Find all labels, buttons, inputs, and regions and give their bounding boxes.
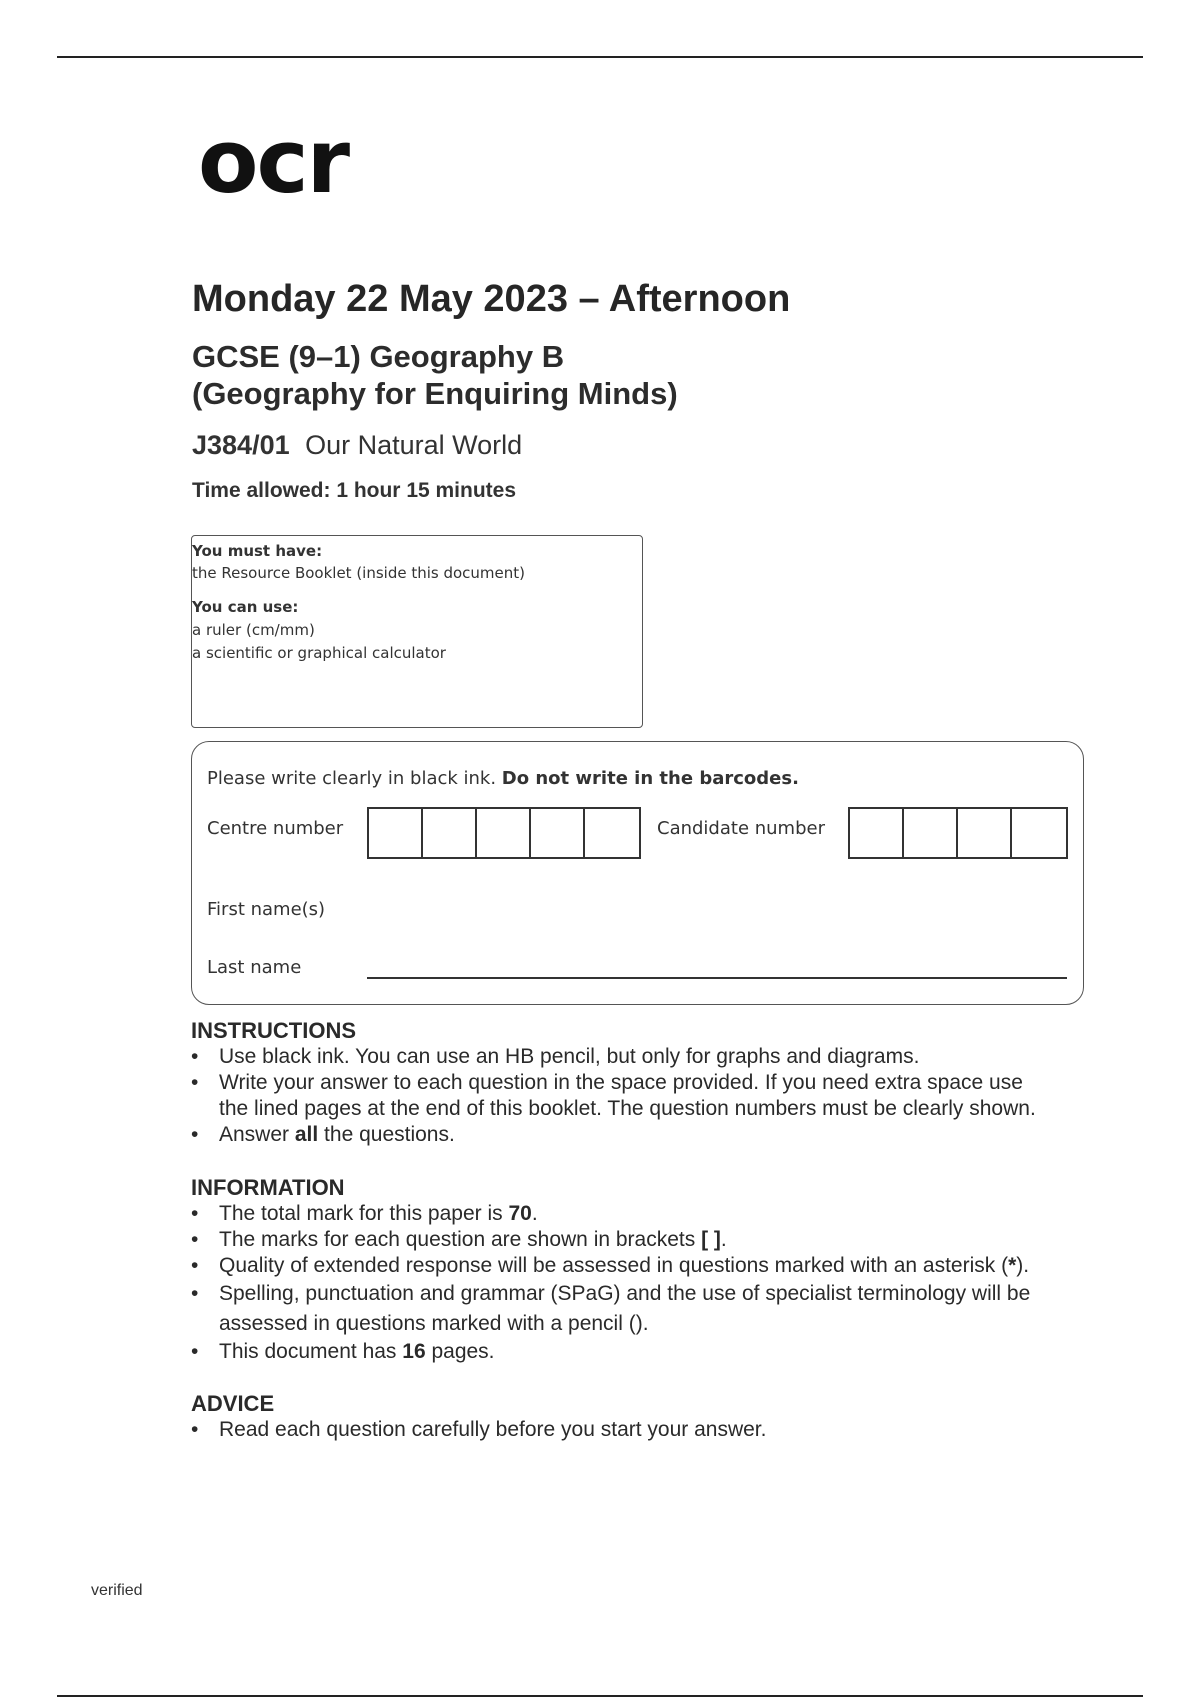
- subject-line-1: GCSE (9–1) Geography B: [192, 339, 565, 374]
- exam-subject: [192, 338, 678, 412]
- instructions-section: [191, 1018, 1036, 1148]
- component-title: Our Natural World: [305, 430, 523, 460]
- top-rule: [57, 56, 1143, 58]
- centre-number-boxes: [367, 807, 641, 859]
- instruction-text: the questions.: [318, 1123, 455, 1146]
- ocr-logo: ocr: [198, 110, 349, 213]
- candidate-number-cell[interactable]: [1012, 809, 1066, 857]
- information-text: Spelling, punctuation and grammar (SPaG) and the use of specialist terminology will be: [219, 1282, 1031, 1305]
- intro-bold: Do not write in the barcodes.: [501, 768, 799, 789]
- time-allowed: Time allowed: 1 hour 15 minutes: [192, 479, 517, 502]
- centre-number-cell[interactable]: [531, 809, 585, 857]
- must-have-item: the Resource Booklet (inside this document): [192, 564, 526, 582]
- must-have-heading: You must have:: [192, 542, 323, 560]
- information-bold: [ ]: [701, 1228, 721, 1251]
- information-text: Quality of extended response will be assessed in questions marked with an asterisk (: [219, 1254, 1009, 1277]
- information-text: .: [531, 1202, 538, 1225]
- must-have-group: [192, 540, 525, 584]
- can-use-item: a scientific or graphical calculator: [192, 644, 446, 662]
- equipment-box: [191, 535, 643, 728]
- component-heading: [192, 430, 522, 461]
- information-text: The total mark for this paper is: [219, 1202, 509, 1225]
- information-item: [191, 1201, 1030, 1227]
- information-text: The marks for each question are shown in brackets: [219, 1228, 702, 1251]
- advice-item: • Read each question carefully before you start your answer.: [191, 1417, 766, 1443]
- can-use-heading: You can use:: [192, 598, 299, 616]
- candidate-intro: [207, 768, 799, 789]
- instruction-item: [191, 1122, 1036, 1148]
- exam-date: Monday 22 May 2023 – Afternoon: [192, 278, 791, 320]
- candidate-details-box: [191, 741, 1084, 1005]
- information-item: [191, 1227, 1030, 1253]
- centre-number-cell[interactable]: [477, 809, 531, 857]
- candidate-number-cell[interactable]: [850, 809, 904, 857]
- first-name-label: First name(s): [207, 899, 326, 920]
- instruction-item: • Use black ink. You can use an HB pencil, but only for graphs and diagrams.: [191, 1044, 1036, 1070]
- information-text: ).: [1016, 1254, 1030, 1277]
- intro-plain: Please write clearly in black ink.: [207, 768, 502, 789]
- centre-number-cell[interactable]: [369, 809, 423, 857]
- advice-heading: ADVICE: [191, 1391, 275, 1416]
- information-item: [191, 1253, 1030, 1279]
- information-text: .: [720, 1228, 727, 1251]
- advice-section: [191, 1391, 766, 1443]
- can-use-item: a ruler (cm/mm): [192, 621, 315, 639]
- information-item: [191, 1279, 1030, 1339]
- last-name-label: Last name: [207, 957, 302, 978]
- information-text: assessed in questions marked with a pencil ().: [219, 1312, 649, 1335]
- centre-number-cell[interactable]: [423, 809, 477, 857]
- candidate-number-boxes: [848, 807, 1068, 859]
- last-name-line[interactable]: [367, 977, 1067, 979]
- can-use-group: [192, 596, 446, 665]
- candidate-number-cell[interactable]: [904, 809, 958, 857]
- instruction-text: Answer: [219, 1123, 295, 1146]
- instruction-text: Write your answer to each question in the space provided. If you need extra space use: [219, 1071, 1023, 1094]
- information-bold: *: [1008, 1254, 1017, 1277]
- instruction-item: [191, 1070, 1036, 1122]
- candidate-number-cell[interactable]: [958, 809, 1012, 857]
- candidate-number-label: Candidate number: [657, 818, 825, 839]
- instruction-text: the lined pages at the end of this booklet. The question numbers must be clearly shown.: [219, 1097, 1036, 1120]
- instruction-bold: all: [294, 1123, 319, 1146]
- verified-label: verified: [91, 1582, 143, 1599]
- information-item: [191, 1339, 1030, 1365]
- instructions-heading: INSTRUCTIONS: [191, 1018, 356, 1043]
- centre-number-cell[interactable]: [585, 809, 639, 857]
- information-heading: INFORMATION: [191, 1175, 345, 1200]
- information-section: [191, 1175, 1030, 1365]
- centre-number-label: Centre number: [207, 818, 344, 839]
- information-bold: 70: [508, 1202, 532, 1225]
- subject-line-2: (Geography for Enquiring Minds): [192, 376, 678, 411]
- information-text: This document has: [219, 1340, 403, 1363]
- component-code: J384/01: [192, 430, 290, 460]
- information-text: pages.: [425, 1340, 495, 1363]
- information-bold: 16: [402, 1340, 426, 1363]
- bottom-rule: [57, 1695, 1143, 1697]
